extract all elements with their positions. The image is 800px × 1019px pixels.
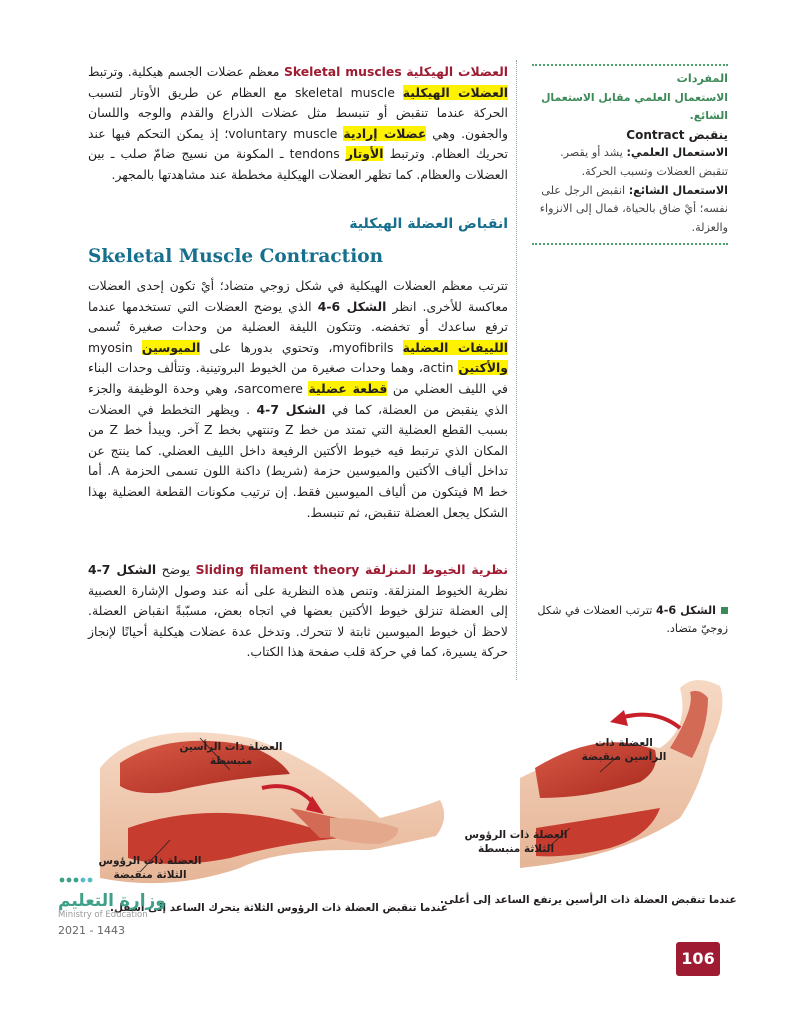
section-heading-english: Skeletal Muscle Contraction	[88, 246, 384, 267]
text: tendons ـ المكونة من نسيج ضامّ صلب ـ بين العضلات والعظام. كما تظهر العضلات الهيكلية مخططة عند مشاهدتها بالمجهر.	[88, 146, 508, 182]
section-heading-arabic: انقباض العضلة الهيكلية	[349, 216, 508, 232]
figure-ref: الشكل 6-4	[317, 298, 387, 314]
text: myofibrils، وتحتوي بدورها على	[209, 339, 394, 355]
contraction-paragraph	[88, 276, 508, 523]
arrow-head-icon	[610, 710, 628, 726]
vocab-scientific-label: الاستعمال العلمي:	[626, 146, 728, 160]
intro-paragraph	[88, 62, 508, 186]
highlight-myosin: الميوسين	[141, 339, 201, 355]
highlight-skeletal-muscles: العضلات الهيكلية	[402, 84, 508, 100]
column-divider	[516, 60, 517, 680]
text: الذي يوضح العضلات التي تستخدمها عندما ترفع ساعدك أو تخفضه. وتتكون الليفة العضلية من وحدات صغيرة تُسمى	[88, 298, 508, 335]
highlight-voluntary-muscles: عضلات إرادية	[343, 125, 427, 141]
vocab-term: ينقبض Contract	[626, 127, 728, 142]
edition-year: 2021 - 1443	[58, 924, 125, 937]
figure-ref: الشكل 7-4	[256, 401, 326, 417]
label-triceps-relaxed: العضلة ذات الرؤوس الثلاثة منبسطة	[464, 829, 568, 855]
dots-logo-icon	[58, 873, 98, 887]
caption-marker-icon	[721, 607, 728, 614]
ministry-logo	[58, 872, 208, 937]
highlight-sarcomere: قطعة عضلية	[308, 380, 388, 396]
highlight-actin: والأكتين	[458, 360, 508, 376]
vocab-common-label: الاستعمال الشائع:	[628, 183, 728, 197]
ministry-name-ar: وزارة التعليم	[58, 891, 166, 911]
text: . ويظهر التخطط في العضلات بسبب القطع العضلية التي تمتد من خط Z وتنتهي بخط Z آخر. ويبدأ خط Z من المكان الذي ترتبط فيه خيوط الأكتين الرفيعة داخل الليف العضلي. كما ينتج عن تداخل ألياف الأكتين والميوسين حزمة (شريط) داكنة اللون تسمى الحزمة A. أما خط M فيتكون من ألياف الميوسين فقط. إن ترتيب مكونات القطعة العضلية بهذا الشكل يجعل العضلة تنقبض، ثم تنبسط.	[88, 401, 509, 520]
vocabulary-box	[532, 64, 728, 245]
left-figure-caption: عندما تنقبض العضلة ذات الرؤوس الثلاثة يتحرك الساعد إلى أسفل.	[110, 902, 448, 914]
text: تترتب معظم العضلات الهيكلية في شكل زوجي متضاد؛ أيْ تكون إحدى العضلات معاكسة للأخرى. انظر	[88, 278, 508, 314]
highlight-tendons: الأوتار	[345, 146, 384, 162]
caption-label: الشكل 6-4	[655, 604, 716, 617]
text: sarcomere، وهي وحدة الوظيفة والجزء الذي ينقبض من العضلة، كما في	[88, 380, 508, 417]
label-biceps-contracted: العضلة ذات الرأسين منقبضة	[581, 737, 667, 763]
sliding-filament-paragraph	[88, 560, 508, 663]
label-biceps-relaxed: العضلة ذات الرأسين منبسطة	[179, 741, 283, 767]
highlight-myofibrils: اللييفات العضلية	[402, 339, 508, 355]
figure-ref: الشكل 7-4	[88, 562, 157, 577]
text: skeletal muscle مع العظام عن طريق الأوتار لتسبب الحركة عندما تنقبض أو تنبسط مثل عضلات الذراع والقدم والوجه واللسان والجفون. وهي	[88, 84, 508, 141]
vocab-group: الاستعمال العلمي مقابل الاستعمال الشائع.	[541, 90, 728, 123]
vocab-common-text: انقبض الرجل على نفسه؛ أيْ ضاق بالحياة، فمال إلى الانزواء والعزلة.	[539, 183, 728, 234]
text: معظم عضلات الجسم هيكلية. وترتبط	[88, 64, 280, 79]
upward-arrow-icon	[620, 715, 680, 728]
text: voluntary muscle؛ إذ يمكن التحكم فيها عند تحريك العظام. وترتبط	[88, 125, 508, 162]
term-sliding-filament: نظرية الخيوط المنزلقة	[364, 562, 508, 577]
text: نظرية الخيوط المنزلقة. وتنص هذه النظرية على أنه عند وصول الإشارة العصبية إلى العضلة تنزلق خيوط الأكتين بعضها في اتجاه بعض، مسبّبةً انقباض العضلة. لاحظ أن خيوط الميوسين ثابتة لا تتحرك. وتدخل عدة عضلات هيكلية أحيانًا لإنجاز حركة يسيرة، كما في حركة قلب صفحة هذا الكتاب.	[88, 582, 508, 660]
caption-text: تترتب العضلات في شكل زوجيّ متضاد.	[537, 604, 728, 635]
ministry-name-en: Ministry of Education	[58, 910, 148, 920]
text: يوضح	[161, 562, 191, 577]
text: myosin	[88, 339, 133, 355]
text: actin، وهما وحدات صغيرة من الخيوط البروتينية. وتتألف وحدات البناء في الليف العضلي من	[88, 360, 508, 396]
term-skeletal-muscles-en: Skeletal muscles	[283, 64, 402, 79]
figure-caption	[532, 602, 728, 638]
vocab-scientific-text: يشد أو يقصر. تنقبض العضلات وتسبب الحركة.	[560, 146, 728, 178]
term-skeletal-muscles: العضلات الهيكلية	[406, 64, 508, 79]
page-number: 106	[676, 942, 720, 976]
term-sliding-filament-en: Sliding filament theory	[195, 562, 360, 577]
vocab-title: المفردات	[676, 72, 728, 85]
right-figure-caption: عندما تنقبض العضلة ذات الرأسين يرتفع الساعد إلى أعلى.	[440, 894, 737, 906]
label-triceps-contracted: العضلة ذات الرؤوس الثلاثة منقبضة	[98, 855, 202, 881]
